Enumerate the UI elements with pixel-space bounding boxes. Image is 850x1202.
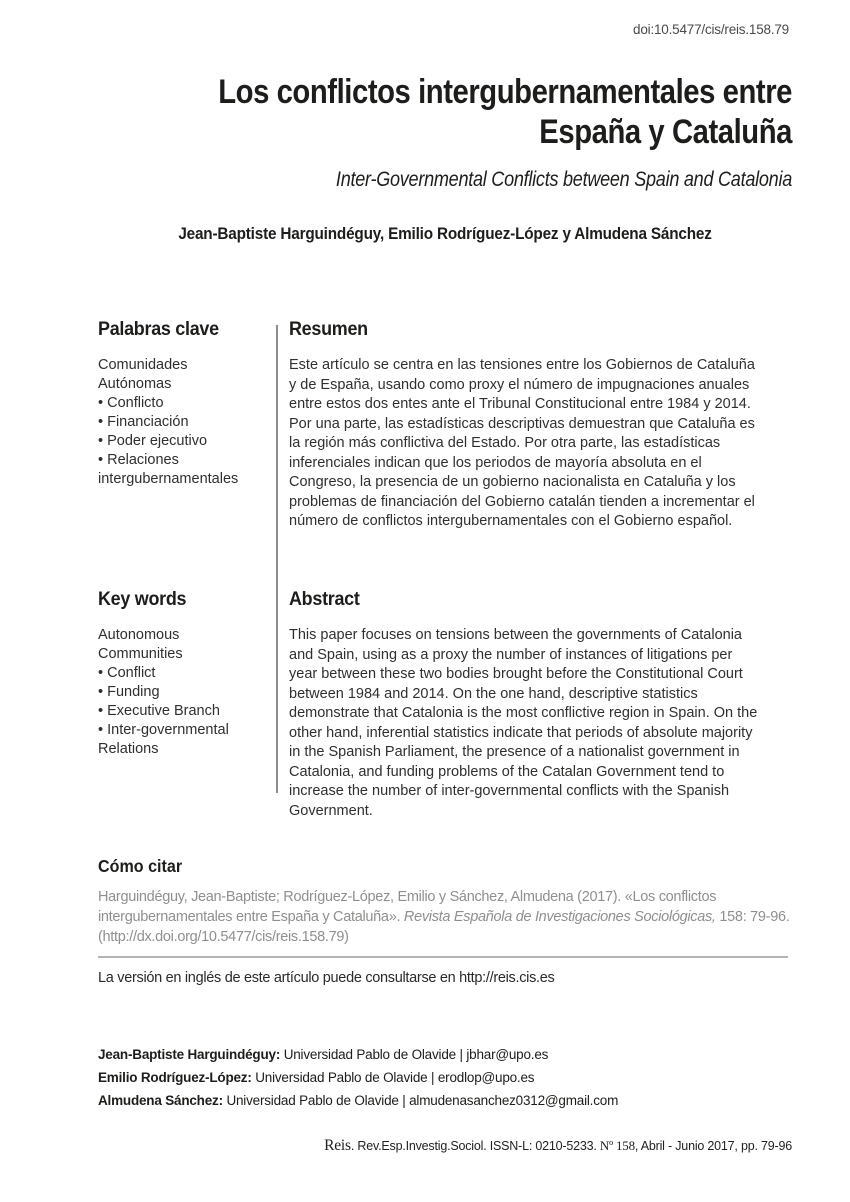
spanish-abstract-row: [98, 318, 792, 532]
palabras-clave-column: [98, 318, 258, 532]
footer-issue-number: Nº 158: [599, 1138, 635, 1153]
title-block: [98, 72, 792, 193]
keyword-item: • Conflict: [98, 665, 156, 681]
how-to-cite-heading: Cómo citar: [98, 856, 183, 876]
resumen-column: [289, 318, 764, 532]
keyword-item: • Relaciones intergubernamentales: [98, 452, 239, 487]
footer-date-pages: , Abril - Junio 2017, pp. 79-96: [634, 1139, 792, 1153]
abstract-heading: Abstract: [289, 588, 360, 610]
affiliation-line: [98, 1043, 792, 1066]
key-words-column: [98, 588, 258, 821]
affiliation-line: [98, 1089, 792, 1112]
citation-text: [98, 887, 792, 947]
affiliation-detail: Universidad Pablo de Olavide | jbhar@upo.es: [280, 1047, 549, 1062]
keyword-item: • Poder ejecutivo: [98, 433, 208, 449]
keyword-item: • Conflicto: [98, 395, 164, 411]
affiliation-detail: Universidad Pablo de Olavide | almudenasanchez0312@gmail.com: [222, 1093, 619, 1108]
journal-footer: [98, 1137, 792, 1155]
abstract-text: This paper focuses on tensions between the governments of Catalonia and Spain, using as a proxy the number of instances of litigations per year between these two bodies brought before the Constitutional Court between 1984 and 2014. On the one hand, descriptive statistics demonstrate that Catalonia is the most conflictive region in Spain. On the other hand, inferential statistics indicate that periods of absolute majority in the Spanish Parliament, the presence of a nationalist government in Catalonia, and funding problems of the Catalan Government tend to increase the number of inter-governmental conflicts with the Spanish Government.: [289, 627, 758, 819]
footer-journal-info: . Rev.Esp.Investig.Sociol. ISSN-L: 0210-5233.: [350, 1139, 600, 1153]
how-to-cite-section: [98, 856, 792, 947]
palabras-clave-list: [98, 356, 258, 489]
resumen-heading: Resumen: [289, 318, 368, 340]
keyword-item: • Funding: [98, 684, 160, 700]
english-abstract-row: [98, 588, 792, 821]
key-words-list: [98, 626, 258, 759]
paper-title-line-2: España y Cataluña: [539, 113, 792, 151]
footer-journal-name: Reis: [324, 1137, 351, 1154]
paper-title-line-1: Los conflictos intergubernamentales entre: [218, 73, 792, 111]
palabras-clave-heading: Palabras clave: [98, 318, 219, 340]
keyword-item: Comunidades Autónomas: [98, 357, 188, 392]
affiliation-author-name: Almudena Sánchez:: [98, 1093, 223, 1108]
affiliation-line: [98, 1066, 792, 1089]
horizontal-divider-rule: [98, 956, 788, 958]
paper-subtitle-english: Inter-Governmental Conflicts between Spain and Catalonia: [335, 168, 792, 191]
author-affiliations: [98, 1043, 792, 1112]
keyword-item: • Inter-governmental Relations: [98, 722, 229, 757]
keyword-item: Autonomous Communities: [98, 627, 183, 662]
authors-byline: Jean-Baptiste Harguindéguy, Emilio Rodríguez-López y Almudena Sánchez: [178, 224, 712, 243]
citation-part-1: Harguindéguy, Jean-Baptiste; Rodríguez-López, Emilio y Sánchez, Almudena (2017). «Los conflictos intergubernamentales entre España y Cataluña».: [98, 889, 717, 925]
abstract-column: [289, 588, 764, 821]
affiliation-author-name: Jean-Baptiste Harguindéguy:: [98, 1047, 281, 1062]
affiliation-detail: Universidad Pablo de Olavide | erodlop@upo.es: [251, 1070, 535, 1085]
english-version-note: La versión en inglés de este artículo puede consultarse en http://reis.cis.es: [98, 970, 555, 986]
doi-label: doi:10.5477/cis/reis.158.79: [633, 22, 789, 37]
key-words-heading: Key words: [98, 588, 187, 610]
keyword-item: • Executive Branch: [98, 703, 220, 719]
affiliation-author-name: Emilio Rodríguez-López:: [98, 1070, 252, 1085]
citation-part-2: 158: 79-96. (http://dx.doi.org/10.5477/cis/reis.158.79): [98, 909, 790, 945]
citation-journal-name: Revista Española de Investigaciones Sociológicas,: [403, 909, 716, 925]
resumen-text: Este artículo se centra en las tensiones entre los Gobiernos de Cataluña y de España, usando como proxy el número de impugnaciones anuales entre estos dos entes ante el Tribunal Constitucional entre 1984 y 2014. Por una parte, las estadísticas descriptivas demuestran que Cataluña es la región más conflictiva del Estado. Por otra parte, las estadísticas inferenciales indican que los periodos de mayoría absoluta en el Congreso, la presencia de un gobierno nacionalista en Cataluña y los problemas de financiación del Gobierno catalán tienden a incrementar el número de conflictos intergubernamentales con el Gobierno español.: [289, 357, 755, 529]
keyword-item: • Financiación: [98, 414, 189, 430]
